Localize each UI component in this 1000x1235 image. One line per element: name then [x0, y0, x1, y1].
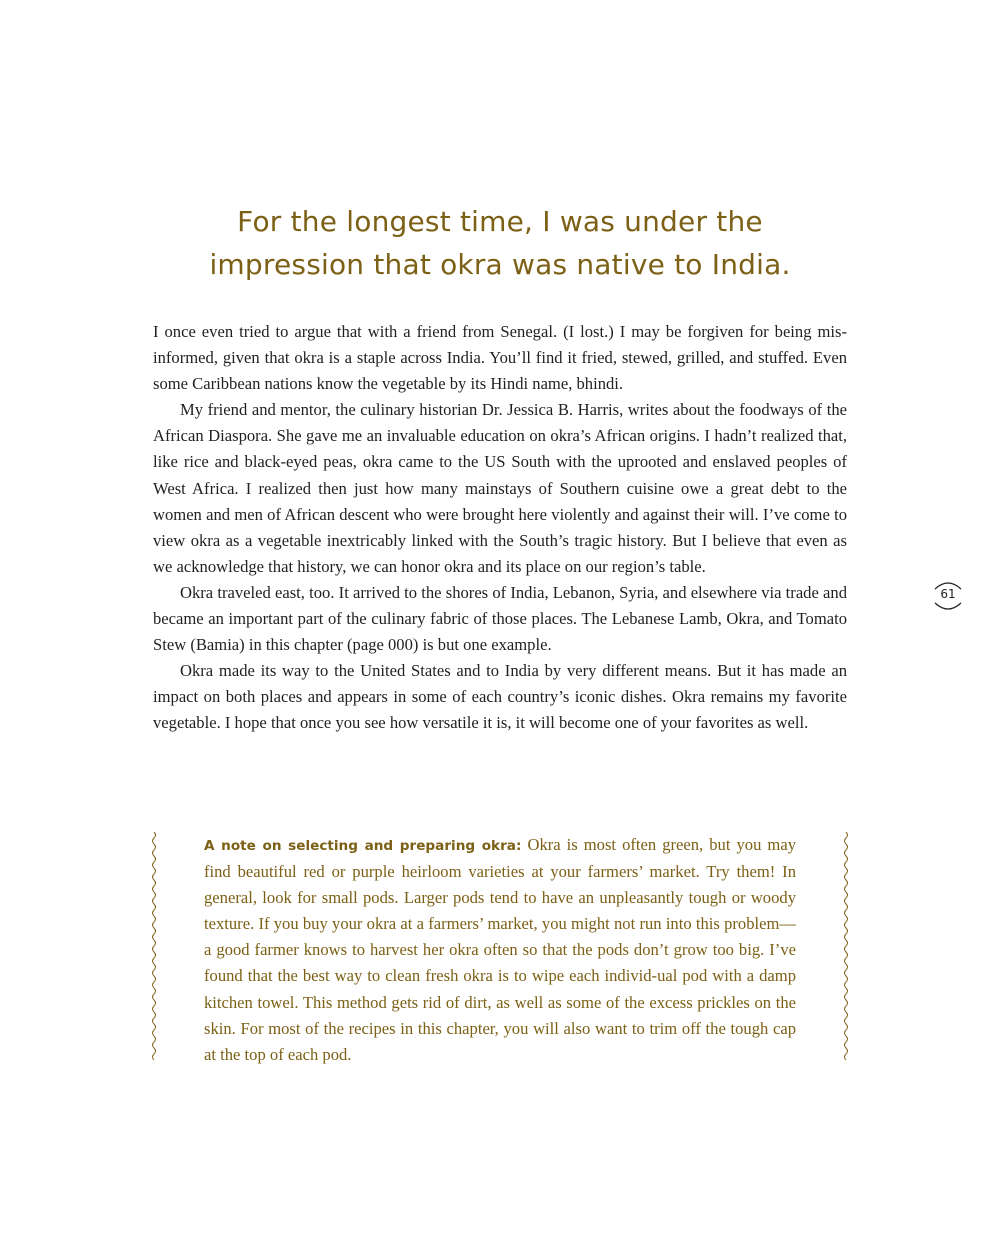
body-text	[153, 319, 847, 737]
note-text	[204, 832, 796, 1068]
body-paragraph-3: Okra traveled east, too. It arrived to the shores of India, Lebanon, Syria, and elsewhere via trade and became an important part of the culinary fabric of those places. The Lebanese Lamb, Okra, and Tomato Stew (Bamia) in this chapter (page 000) is but one example.	[153, 582, 847, 655]
note-body: Okra is most often green, but you may find beautiful red or purple heirloom varieties at your farmers’ market. Try them! In general, look for small pods. Larger pods tend to have an unpleasantly tough or woody texture. If you buy your okra at a farmers’ market, you might not run into this problem—a good farmer knows to harvest her okra often so that the pods don’t grow too big. I’ve found that the best way to clean fresh okra is to wipe each individ-ual pod with a damp kitchen towel. This method gets rid of dirt, as well as some of the excess prickles on the skin. For most of the recipes in this chapter, you will also want to trim off the tough cap at the top of each pod.	[204, 835, 796, 1064]
body-paragraph-2: My friend and mentor, the culinary historian Dr. Jessica B. Harris, writes about the foodways of the African Diaspora. She gave me an invaluable education on okra’s African origins. I hadn’t realized that, like rice and black-eyed peas, okra came to the US South with the uprooted and enslaved peoples of West Africa. I realized then just how many mainstays of Southern cuisine owe a great debt to the women and men of African descent who were brought here violently and against their will. I’ve come to view okra as a vegetable inextricably linked with the South’s tragic history. But I believe that even as we acknowledge that history, we can honor okra and its place on our region’s table.	[153, 400, 847, 576]
page-number	[931, 579, 965, 613]
headline-line-1: For the longest time, I was under the	[237, 205, 763, 238]
note-sidebar	[150, 832, 850, 1064]
body-paragraph-1: I once even tried to argue that with a friend from Senegal. (I lost.) I may be forgiven for being mis-informed, given that okra is a staple across India. You’ll find it fried, stewed, grilled, and stuffed. Even some Caribbean nations know the vegetable by its Hindi name, bhindi.	[153, 322, 847, 394]
note-label: A note on selecting and preparing okra:	[204, 838, 522, 854]
wavy-border-left	[150, 832, 158, 1064]
headline-line-2: impression that okra was native to India.	[209, 248, 791, 281]
pull-quote-headline	[150, 200, 850, 286]
page-number-label: 61	[940, 587, 956, 601]
body-paragraph-4: Okra made its way to the United States and to India by very different means. But it has made an impact on both places and appears in some of each country’s iconic dishes. Okra remains my favorite vegetable. I hope that once you see how versatile it is, it will become one of your favorites as well.	[153, 661, 847, 733]
wavy-border-right	[842, 832, 850, 1064]
